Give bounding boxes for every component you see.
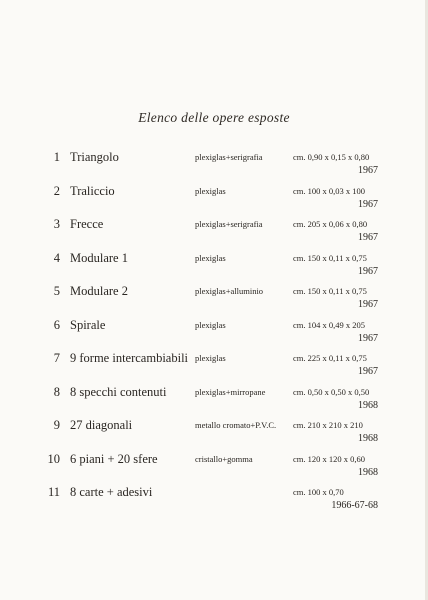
work-material: plexiglas+alluminio bbox=[195, 286, 264, 296]
work-year: 1967 bbox=[358, 265, 378, 277]
work-dimensions: cm. 210 x 210 x 210 bbox=[293, 420, 363, 430]
work-material: cristallo+gomma bbox=[195, 453, 253, 464]
work-number: 8 bbox=[53, 384, 60, 399]
work-name: 6 piani + 20 sfere bbox=[70, 451, 158, 466]
work-year: 1967 bbox=[358, 232, 378, 243]
work-entry bbox=[0, 284, 428, 318]
work-number: 3 bbox=[53, 217, 60, 231]
work-entry bbox=[0, 351, 428, 385]
work-entry bbox=[0, 217, 428, 251]
work-dimensions: cm. 150 x 0,11 x 0,75 bbox=[293, 286, 367, 296]
work-year: 1967 bbox=[358, 198, 378, 210]
works-list bbox=[0, 150, 428, 519]
work-name: 8 carte + adesivi bbox=[70, 485, 153, 499]
work-year: 1968 bbox=[358, 466, 378, 478]
work-material: metallo cromato+P.V.C. bbox=[195, 420, 277, 430]
work-year: 1967 bbox=[358, 165, 378, 176]
work-number: 9 bbox=[53, 418, 60, 432]
work-entry bbox=[0, 251, 428, 285]
work-material: plexiglas+serigrafia bbox=[195, 219, 263, 229]
work-number: 5 bbox=[53, 284, 60, 298]
work-name: Frecce bbox=[70, 217, 104, 231]
work-name: Spirale bbox=[70, 317, 106, 332]
work-dimensions: cm. 0,90 x 0,15 x 0,80 bbox=[293, 152, 370, 162]
work-material: plexiglas+mirropane bbox=[195, 386, 266, 397]
work-material: plexiglas+serigrafia bbox=[195, 152, 263, 162]
work-name: Traliccio bbox=[70, 183, 115, 198]
work-number: 10 bbox=[47, 451, 60, 466]
work-dimensions: cm. 225 x 0,11 x 0,75 bbox=[293, 353, 367, 363]
work-year: 1968 bbox=[358, 399, 378, 411]
work-year: 1968 bbox=[358, 433, 378, 444]
work-entry bbox=[0, 452, 428, 486]
work-entry bbox=[0, 150, 428, 184]
work-name: 8 specchi contenuti bbox=[70, 384, 167, 399]
work-material: plexiglas bbox=[195, 353, 226, 363]
work-year: 1966-67-68 bbox=[331, 500, 378, 511]
work-entry bbox=[0, 418, 428, 452]
work-entry bbox=[0, 385, 428, 419]
work-name: 27 diagonali bbox=[70, 418, 133, 432]
work-entry bbox=[0, 485, 428, 519]
work-name: Modulare 1 bbox=[70, 250, 128, 265]
work-dimensions: cm. 205 x 0,06 x 0,80 bbox=[293, 219, 368, 229]
work-number: 4 bbox=[53, 250, 60, 265]
work-name: Triangolo bbox=[70, 150, 119, 164]
work-number: 6 bbox=[53, 317, 60, 332]
work-dimensions: cm. 120 x 120 x 0,60 bbox=[293, 453, 366, 464]
work-entry bbox=[0, 184, 428, 218]
work-dimensions: cm. 100 x 0,03 x 100 bbox=[293, 185, 366, 196]
work-number: 7 bbox=[53, 351, 60, 365]
work-year: 1967 bbox=[358, 366, 378, 377]
work-dimensions: cm. 0,50 x 0,50 x 0,50 bbox=[293, 386, 370, 397]
work-name: Modulare 2 bbox=[70, 284, 128, 298]
work-material: plexiglas bbox=[195, 252, 226, 263]
work-name: 9 forme intercambiabili bbox=[70, 351, 189, 365]
work-number: 1 bbox=[53, 150, 60, 164]
page-title: Elenco delle opere esposte bbox=[138, 110, 290, 125]
work-dimensions: cm. 150 x 0,11 x 0,75 bbox=[293, 252, 367, 263]
work-year: 1967 bbox=[358, 299, 378, 310]
work-year: 1967 bbox=[358, 332, 378, 344]
work-dimensions: cm. 104 x 0,49 x 205 bbox=[293, 319, 366, 330]
work-dimensions: cm. 100 x 0,70 bbox=[293, 487, 344, 497]
work-material: plexiglas bbox=[195, 319, 226, 330]
work-material: plexiglas bbox=[195, 185, 226, 196]
work-number: 11 bbox=[47, 485, 60, 499]
work-entry bbox=[0, 318, 428, 352]
work-number: 2 bbox=[53, 183, 60, 198]
